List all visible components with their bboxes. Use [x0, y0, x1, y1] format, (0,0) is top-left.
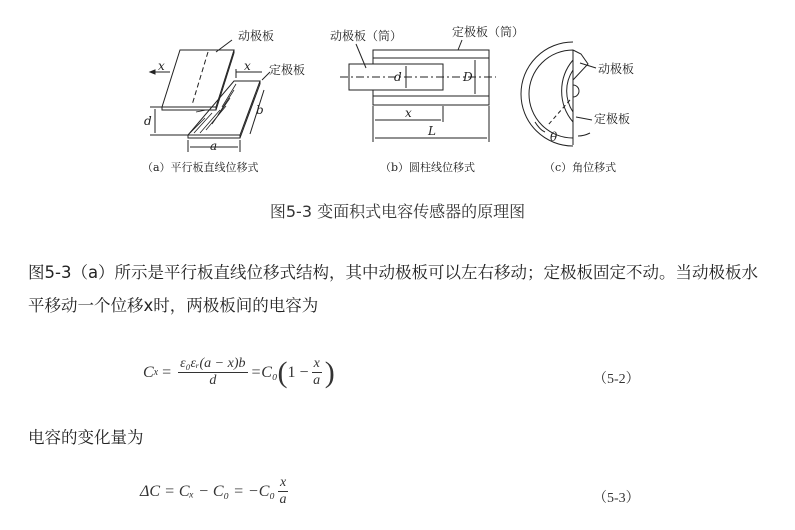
eq1-numerator: ε₀εᵣ(a − x)b	[180, 356, 246, 371]
eq1-inner: 1 −	[287, 363, 309, 381]
label-d-a: d	[144, 114, 152, 128]
eq1-inner-den: a	[313, 373, 321, 388]
caption-a: （a）平行板直线位移式	[142, 161, 259, 174]
angular-diagram	[521, 42, 596, 146]
equation-number-5-2: （5-2）	[593, 372, 640, 387]
label-moving-plate-a: 动极板	[238, 29, 275, 43]
label-x-b: x	[405, 106, 412, 120]
label-moving-plate-b: 动极板（筒）	[330, 29, 403, 43]
label-D-b: D	[463, 70, 473, 84]
equation-5-3	[140, 475, 291, 508]
text-change-in-capacitance: 电容的变化量为	[28, 428, 144, 447]
label-fixed-plate-a: 定极板	[269, 63, 306, 77]
caption-b: （b）圆柱线位移式	[380, 161, 476, 174]
eq1-inner-fraction	[312, 356, 322, 389]
cylinder-diagram	[340, 40, 496, 142]
label-fixed-plate-b: 定极板（筒）	[452, 25, 525, 39]
eq1-middle: =C₀	[250, 363, 278, 381]
label-fixed-plate-c: 定极板	[594, 112, 631, 126]
label-b-a: b	[256, 103, 264, 117]
label-moving-plate-c: 动极板	[598, 62, 635, 76]
eq1-lhs-sub: x	[153, 367, 159, 378]
eq1-lhs: C	[143, 363, 154, 381]
eq1-denominator: d	[209, 373, 217, 388]
label-x-a-2: x	[244, 59, 251, 73]
eq2-den: a	[279, 492, 287, 507]
label-L-b: L	[428, 124, 436, 138]
eq2-fraction	[278, 475, 288, 508]
body-paragraph: 图5-3（a）所示是平行板直线位移式结构，其中动极板可以左右移动；定极板固定不动。当动极板水平移动一个位移x时，两极板间的电容为	[28, 263, 759, 315]
eq1-fraction	[178, 356, 247, 389]
equation-number-5-3: （5-3）	[593, 491, 640, 506]
label-a-a: a	[210, 139, 218, 153]
eq2-expression: ΔC = Cₓ − C₀ = −C₀	[140, 482, 275, 500]
eq1-inner-num: x	[313, 356, 320, 371]
capacitive-sensor-figure	[0, 0, 795, 190]
figure-caption: 图5-3 变面积式电容传感器的原理图	[269, 202, 526, 221]
parallel-plate-diagram	[150, 40, 270, 152]
eq2-num: x	[279, 475, 287, 490]
label-theta-c: θ	[550, 130, 558, 144]
label-d-b: d	[394, 70, 402, 84]
caption-c: （c）角位移式	[544, 161, 617, 174]
label-x-a: x	[158, 59, 165, 73]
equation-5-2: C x = $\frac{\text{ε₀εᵣ(a − x)b}}{d}$ =C₀ ( 1 − $\frac{x}{a}$ )	[143, 355, 335, 389]
